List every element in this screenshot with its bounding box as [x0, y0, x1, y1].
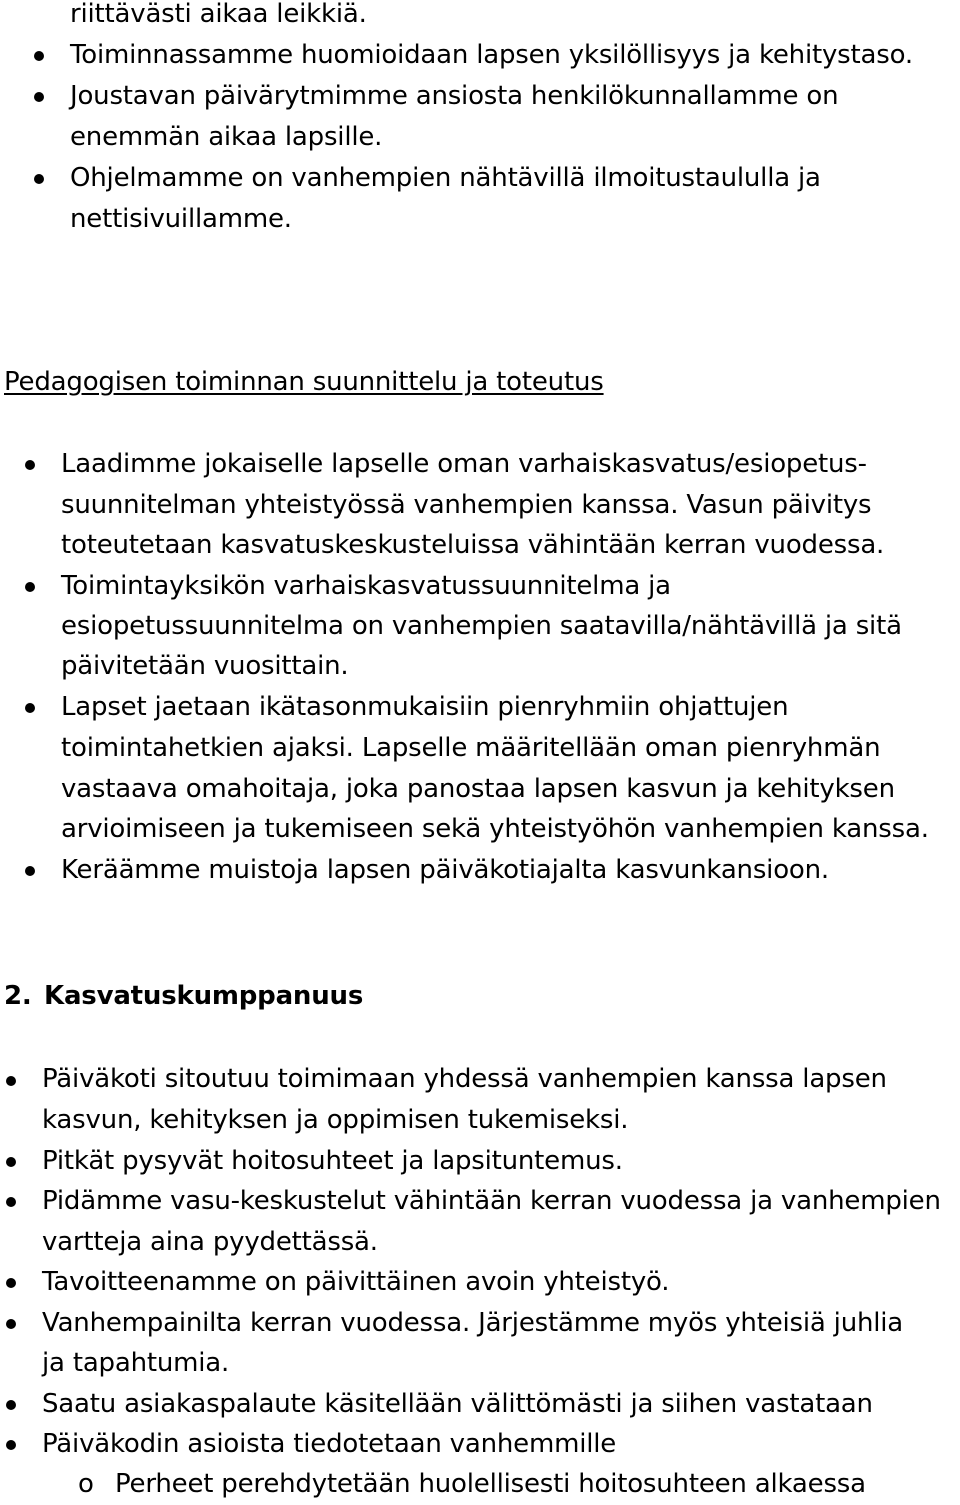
list-item-text: Laadimme jokaiselle lapselle oman varhaiskasvatus/esiopetus- [61, 449, 867, 479]
list-item-text: riittävästi aikaa leikkiä. [70, 0, 367, 29]
list-item-text: Päiväkoti sitoutuu toimimaan yhdessä vanhempien kanssa lapsen [42, 1064, 887, 1094]
list-item-text: päivitetään vuosittain. [61, 651, 349, 681]
section-heading: Kasvatuskumppanuus [44, 981, 364, 1011]
bullet-icon [25, 866, 35, 876]
bullet-icon [6, 1197, 16, 1207]
list-item-text: Tavoitteenamme on päivittäinen avoin yhteistyö. [42, 1267, 670, 1297]
list-item-text: suunnitelman yhteistyössä vanhempien kanssa. Vasun päivitys [61, 490, 872, 520]
bullet-icon [6, 1076, 16, 1086]
bullet-icon [6, 1278, 16, 1288]
list-item-text: Joustavan päivärytmimme ansiosta henkilökunnallamme on [70, 81, 839, 111]
bullet-icon [6, 1157, 16, 1167]
bullet-icon [34, 92, 44, 102]
list-item-text: Pitkät pysyvät hoitosuhteet ja lapsituntemus. [42, 1146, 623, 1176]
list-item-text: Pidämme vasu-keskustelut vähintään kerran vuodessa ja vanhempien [42, 1186, 941, 1216]
sub-bullet-marker: o [78, 1469, 94, 1499]
list-item-text: ja tapahtumia. [42, 1348, 230, 1378]
bullet-icon [25, 703, 35, 713]
list-item-text: kasvun, kehityksen ja oppimisen tukemiseksi. [42, 1105, 629, 1135]
bullet-icon [25, 460, 35, 470]
list-item-text: Toiminnassamme huomioidaan lapsen yksilöllisyys ja kehitystaso. [70, 40, 913, 70]
bullet-icon [6, 1440, 16, 1450]
bullet-icon [34, 174, 44, 184]
list-item-text: toimintahetkien ajaksi. Lapselle määritellään oman pienryhmän [61, 733, 881, 763]
list-item-text: nettisivuillamme. [70, 204, 292, 234]
list-item-text: Keräämme muistoja lapsen päiväkotiajalta kasvunkansioon. [61, 855, 829, 885]
section-number: 2. [4, 981, 32, 1011]
list-item-text: vartteja aina pyydettässä. [42, 1227, 378, 1257]
list-item-text: enemmän aikaa lapsille. [70, 122, 383, 152]
list-item-text: Vanhempainilta kerran vuodessa. Järjestämme myös yhteisiä juhlia [42, 1308, 904, 1338]
list-item-text: Ohjelmamme on vanhempien nähtävillä ilmoitustaululla ja [70, 163, 821, 193]
list-item-text: Päiväkodin asioista tiedotetaan vanhemmille [42, 1429, 617, 1459]
list-item-text: Saatu asiakaspalaute käsitellään välittömästi ja siihen vastataan [42, 1389, 873, 1419]
bullet-icon [25, 582, 35, 592]
section-heading: Pedagogisen toiminnan suunnittelu ja toteutus [4, 367, 604, 397]
list-item-text: arvioimiseen ja tukemiseen sekä yhteistyöhön vanhempien kanssa. [61, 814, 929, 844]
bullet-icon [34, 51, 44, 61]
sub-list-item-text: Perheet perehdytetään huolellisesti hoitosuhteen alkaessa [115, 1469, 866, 1499]
bullet-icon [6, 1400, 16, 1410]
list-item-text: vastaava omahoitaja, joka panostaa lapsen kasvun ja kehityksen [61, 774, 895, 804]
list-item-text: Lapset jaetaan ikätasonmukaisiin pienryhmiin ohjattujen [61, 692, 789, 722]
bullet-icon [6, 1319, 16, 1329]
list-item-text: Toimintayksikön varhaiskasvatussuunnitelma ja [61, 571, 671, 601]
list-item-text: esiopetussuunnitelma on vanhempien saatavilla/nähtävillä ja sitä [61, 611, 902, 641]
list-item-text: toteutetaan kasvatuskeskusteluissa vähintään kerran vuodessa. [61, 530, 885, 560]
